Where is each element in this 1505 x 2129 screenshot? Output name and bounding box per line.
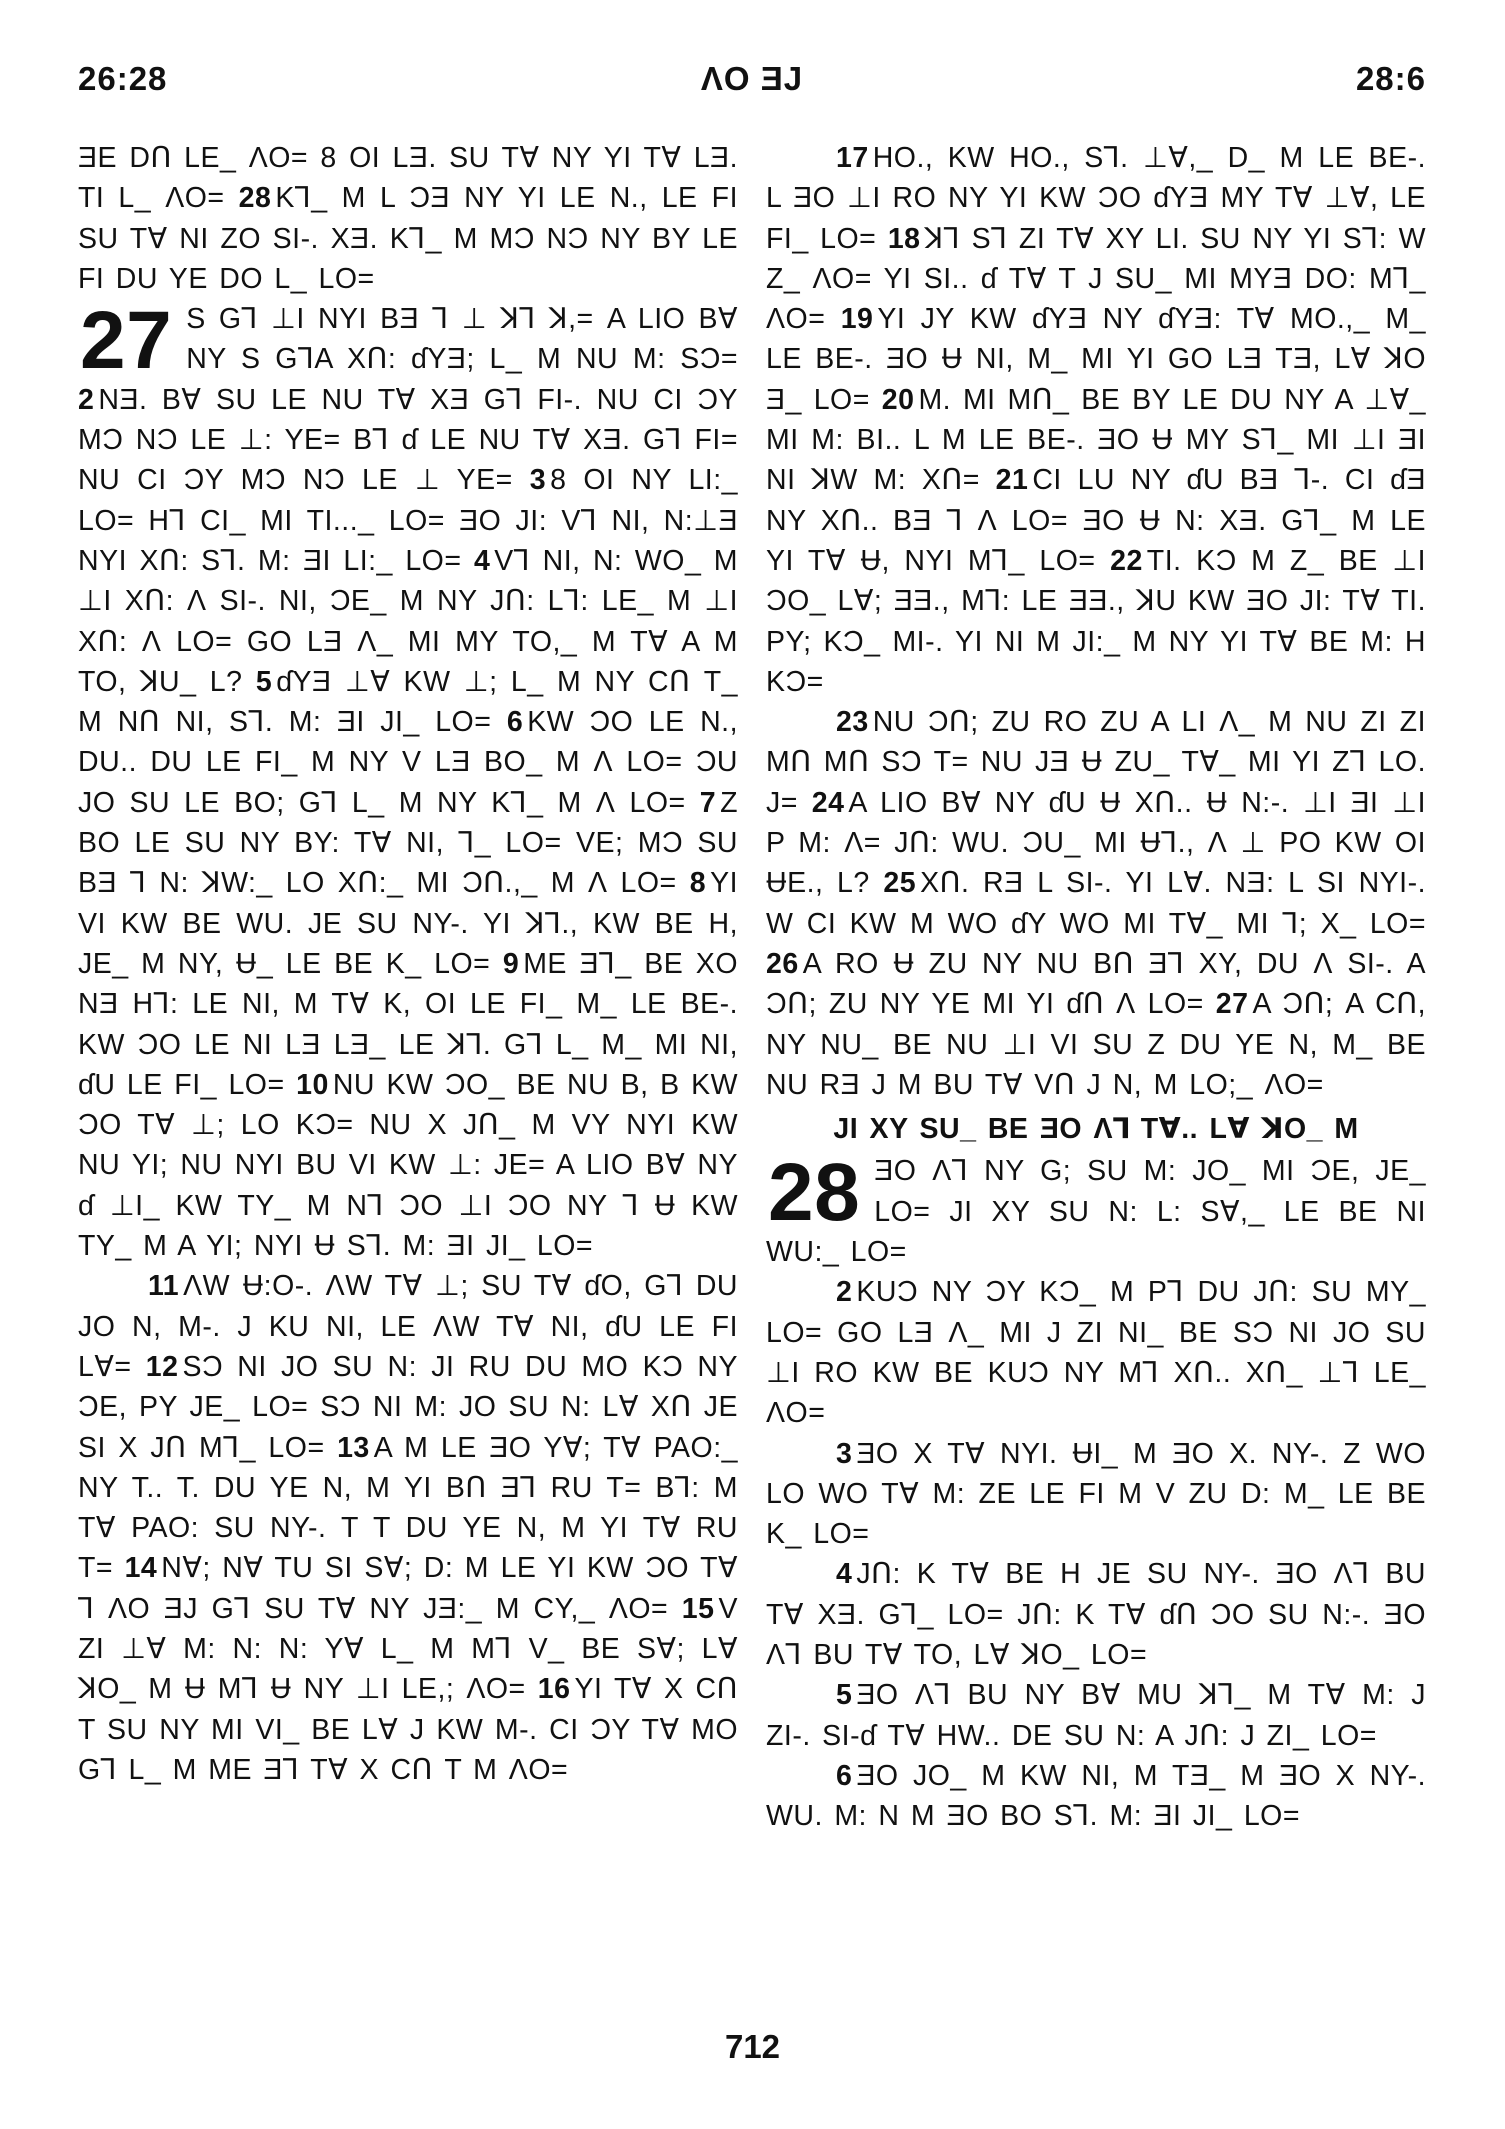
verse-text: ƎE DՈ LE_ ɅO= 8 OI LƎ. SU TⱯ NY YI TⱯ LƎ. TI L_ ɅO= [78, 142, 738, 215]
verse-number: 21 [995, 464, 1029, 497]
verse-number: 10 [296, 1068, 329, 1101]
header-book-title: ɅO ƎJ [700, 60, 804, 97]
verse-text: A ƆՈ; A CՈ, NY NU_ BE NU ⊥I VI SU Z DU YE N, M_ BE NU RƎ J M BU TⱯ VՈ J N, M LO;_ ɅO= [766, 988, 1426, 1101]
verse-text: YI JY KW ɗYƎ NY ɗYƎ: TⱯ MO.,_ M_ LE BE-. ƎO Ʉ NI, M_ MI YI GO LƎ TƎ, LⱯ ꓘO Ǝ_ LO= [766, 303, 1426, 416]
verse-number: 25 [883, 867, 917, 900]
chapter-paragraph [766, 1147, 1426, 1272]
verse-number: 24 [811, 786, 845, 819]
verse-text: TI. KƆ M Z_ BE ⊥I ƆO_ LⱯ; ƎƎ., M⅂: LE ƎƎ., ꓘU KW ƎO JI: TⱯ TI. PY; KƆ_ MI-. YI NI M JI:_ M NY YI TⱯ BE M: H KƆ= [766, 544, 1426, 698]
verse-number: 12 [145, 1350, 179, 1383]
verse-number: 20 [881, 383, 915, 416]
verse-text: YI VI KW BE WU. JE SU NY-. YI ꓘ⅂., KW BE H, JE_ M NY, Ʉ_ LE BE K_ LO= [78, 867, 738, 980]
verse-number: 9 [502, 947, 520, 980]
verse-text: JՈ: K TⱯ BE H JE SU NY-. ƎO Ʌ⅂ BU TⱯ XƎ. G⅂_ LO= JՈ: K TⱯ ɗՈ ƆO SU N:-. ƎO Ʌ⅂ BU TⱯ TO, LⱯ ꓘO_ LO= [766, 1558, 1426, 1671]
chapter-number: 28 [768, 1147, 861, 1239]
verse-number: 27 [1215, 988, 1249, 1021]
verse-number: 16 [537, 1673, 571, 1706]
verse-number: 6 [506, 706, 524, 739]
verse-text: K⅂_ M L ƆƎ NY YI LE N., LE FI SU TⱯ NI ZO SI-. XƎ. K⅂_ M MƆ NƆ NY BY LE FI DU YE DO L_ LO= [78, 182, 738, 295]
section-heading: JI XY SU_ BE ƎO Ʌ⅂ TⱯ.. LⱯ ꓘO_ M [833, 1113, 1359, 1146]
verse-text: ƎO X TⱯ NYI. ɄI_ M ƎO X. NY-. Z WO LO WO TⱯ M: ZE LE FI M V ZU D: M_ LE BE K_ LO= [766, 1437, 1426, 1551]
verse-text: SƆ NI JO SU N: JI RU DU MO KƆ NY ƆE, PY JE_ LO= SƆ NI M: JO SU N: LⱯ XՈ JE SI X JՈ M⅂_ LO= [78, 1350, 738, 1464]
verse-number: 11 [148, 1270, 180, 1303]
verse-number: 28 [238, 182, 272, 215]
verse-text: ɅW Ʉ:O-. ɅW TⱯ ⊥; SU TⱯ ɗO, G⅂ DU JO N, M-. J KU NI, LE ɅW TⱯ NI, ɗU LE FI LⱯ= [78, 1270, 738, 1383]
verse-number: 15 [681, 1592, 715, 1625]
verse-text: 8 OI NY LI:_ LO= H⅂ CI_ MI TI..._ LO= ƎO JI: V⅂ NI, N:⊥Ǝ NYI XՈ: S⅂. M: ƎI LI:_ LO= [78, 464, 738, 577]
verse-text: NU ƆՈ; ZU RO ZU A LI Ʌ_ M NU ZI ZI MՈ MՈ SƆ T= NU JƎ Ʉ ZU_ TⱯ_ MI YI Z⅂ LO. J= [766, 706, 1426, 819]
chapter-number: 27 [80, 295, 173, 387]
verse-number: 26 [766, 947, 799, 980]
verse-number: 8 [689, 867, 707, 900]
verse-number: 2 [78, 383, 95, 416]
paragraph [766, 1434, 1426, 1555]
paragraph [766, 138, 1426, 702]
verse-text: KUƆ NY ƆY KƆ_ M P⅂ DU JՈ: SU MY_ LO= GO LƎ Ʌ_ MI J ZI NI_ BE SƆ NI JO SU ⊥I RO KW BE KUƆ NY M⅂ XՈ.. XՈ_ ⊥⅂ LE_ ɅO= [766, 1276, 1426, 1430]
paragraph [766, 1675, 1426, 1756]
verse-number: 22 [1110, 544, 1143, 577]
chapter-paragraph [78, 295, 738, 1266]
verse-text: A M LE ƎO YⱯ; TⱯ PAO:_ NY T.. T. DU YE N, M YI BՈ Ǝ⅂ RU T= B⅂: M TⱯ PAO: SU NY-. T T DU YE N, M YI TⱯ RU T= [78, 1431, 738, 1585]
verse-text: XՈ. RƎ L SI-. YI LⱯ. NƎ: L SI NYI-. W CI KW M WO ɗY WO MI TⱯ_ MI ⅂; X_ LO= [766, 867, 1426, 940]
paragraph [766, 1554, 1426, 1675]
verse-number: 14 [124, 1552, 158, 1585]
verse-number: 6 [836, 1759, 853, 1792]
page-number: 712 [724, 2028, 781, 2065]
verse-text: V⅂ NI, N: WO_ M ⊥I XՈ: Ʌ SI-. NI, ƆE_ M NY JՈ: L⅂: LE_ M ⊥I XՈ: Ʌ LO= GO LƎ Ʌ_ MI MY TO,_ M TⱯ A M TO, ꓘU_ L? [78, 544, 738, 698]
verse-number: 13 [337, 1431, 370, 1464]
verse-number: 17 [836, 142, 869, 174]
verse-number: 5 [255, 665, 273, 698]
verse-number: 4 [473, 544, 491, 577]
verse-text: CI LU NY ɗU BƎ ⅂-. CI ɗƎ NY XՈ.. BƎ ⅂ Ʌ LO= ƎO Ʉ N: XƎ. G⅂_ M LE YI TⱯ Ʉ, NYI M⅂_ LO= [766, 464, 1426, 577]
verse-text: Z BO LE SU NY BY: TⱯ NI, ⅂_ LO= VE; MƆ SU BƎ ⅂ N: ꓘW:_ LO XՈ:_ MI ƆՈ.,_ M Ʌ LO= [78, 786, 738, 900]
left-text-column [78, 138, 738, 1790]
verse-number: 3 [836, 1437, 853, 1470]
paragraph [78, 1266, 738, 1790]
verse-text: NⱯ; NⱯ TU SI SⱯ; D: M LE YI KW ƆO TⱯ ⅂ ɅO ƎJ G⅂ SU TⱯ NY JƎ:_ M CY,_ ɅO= [78, 1552, 738, 1625]
verse-text: ƎO Ʌ⅂ BU NY BⱯ MU ꓘ⅂_ M TⱯ M: J ZI-. SI-ɗ TⱯ HW.. DE SU N: A JՈ: J ZI_ LO= [766, 1679, 1426, 1752]
verse-text: V ZI ⊥Ɐ M: N: N: YⱯ L_ M M⅂ V_ BE SⱯ; LⱯ ꓘO_ M Ʉ M⅂ Ʉ NY ⊥I LE,; ɅO= [78, 1592, 738, 1706]
verse-number: 4 [836, 1558, 853, 1591]
header-left-reference: 26:28 [78, 60, 168, 97]
verse-number: 18 [887, 222, 921, 255]
header-right-reference: 28:6 [1355, 60, 1426, 97]
verse-text: ƎO JO_ M KW NI, M TƎ_ M ƎO X NY-. WU. M: N M ƎO BO S⅂. M: ƎI JI_ LO= [766, 1759, 1426, 1833]
verse-text: ME Ǝ⅂_ BE XO NƎ H⅂: LE NI, M TⱯ K, OI LE FI_ M_ LE BE-. KW ƆO LE NI LƎ LƎ_ LE ꓘ⅂. G⅂ L_ M_ MI NI, ɗU LE FI_ LO= [78, 947, 738, 1101]
running-header [78, 60, 1426, 120]
paragraph [766, 1756, 1426, 1837]
verse-text: ɗYƎ ⊥Ɐ KW ⊥; L_ M NY CՈ T_ M NՈ NI, S⅂. M: ƎI JI_ LO= [78, 665, 738, 739]
paragraph [766, 702, 1426, 1105]
verse-number: 3 [529, 464, 547, 497]
right-text-column [766, 138, 1426, 1836]
verse-number: 7 [699, 786, 717, 819]
verse-text: YI TⱯ X CՈ T SU NY MI VI_ BE LⱯ J KW M-. CI ƆY TⱯ MO G⅂ L_ M ME Ǝ⅂ TⱯ X CՈ T M ɅO= [78, 1673, 738, 1786]
verse-text: M. MI MՈ_ BE BY LE DU NY A ⊥Ɐ_ MI M: BI.. L M LE BE-. ƎO Ʉ MY S⅂_ MI ⊥I ƎI NI ꓘW M: XՈ= [766, 383, 1427, 497]
paragraph [78, 138, 738, 299]
verse-text: NU KW ƆO_ BE NU B, B KW ƆO TⱯ ⊥; LO KƆ= NU X JՈ_ M VY NYI KW NU YI; NU NYI BU VI KW ⊥: JE= A LIO BⱯ NY ɗ ⊥I_ KW TY_ M N⅂ ƆO ⊥I ƆO NY ⅂ Ʉ KW TY_ M A YI; NYI Ʉ S⅂. M: ƎI JI_ LO= [78, 1068, 738, 1263]
verse-text: A RO Ʉ ZU NY NU BՈ Ǝ⅂ XY, DU Ʌ SI-. A ƆՈ; ZU NY YE MI YI ɗՈ Ʌ LO= [766, 947, 1426, 1021]
verse-text: S G⅂ ⊥I NYI BƎ ⅂ ⊥ ꓘ⅂ ꓘ,= A LIO BⱯ NY S G⅂A XՈ: ɗYƎ; L_ M NU M: SƆ= [186, 303, 738, 376]
verse-text: A LIO BⱯ NY ɗU Ʉ XՈ.. Ʉ N:-. ⊥I ƎI ⊥I P M: Ʌ= JՈ: WU. ƆU_ MI Ʉ⅂., Ʌ ⊥ PO KW OI ɄE., L? [766, 786, 1427, 900]
verse-text: NƎ. BⱯ SU LE NU TⱯ XƎ G⅂ FI-. NU CI ƆY MƆ NƆ LE ⊥: YE= B⅂ ɗ LE NU TⱯ XƎ. G⅂ FI= NU CI ƆY MƆ NƆ LE ⊥ YE= [78, 383, 738, 497]
verse-text: HO., KW HO., S⅂. ⊥Ɐ,_ D_ M LE BE-. L ƎO ⊥I RO NY YI KW ƆO ɗYƎ MY TⱯ ⊥Ɐ, LE FI_ LO= [766, 142, 1426, 255]
verse-text: ꓘ⅂ S⅂ ZI TⱯ XY LI. SU NY YI S⅂: W Z_ ɅO= YI SI.. ɗ TⱯ T J SU_ MI MYƎ DO: M⅂_ ɅO= [766, 222, 1426, 336]
verse-text: KW ƆO LE N., DU.. DU LE FI_ M NY V LƎ BO_ M Ʌ LO= ƆU JO SU LE BO; G⅂ L_ M NY K⅂_ M Ʌ LO= [78, 706, 738, 819]
verse-number: 23 [836, 706, 869, 739]
paragraph [766, 1272, 1426, 1433]
verse-number: 19 [840, 303, 874, 336]
verse-number: 2 [836, 1276, 853, 1309]
verse-number: 5 [836, 1679, 853, 1712]
verse-text: ƎO Ʌ⅂ NY G; SU M: JO_ MI ƆE, JE_ LO= JI XY SU N: L: SⱯ,_ LE BE NI WU:_ LO= [766, 1155, 1426, 1269]
